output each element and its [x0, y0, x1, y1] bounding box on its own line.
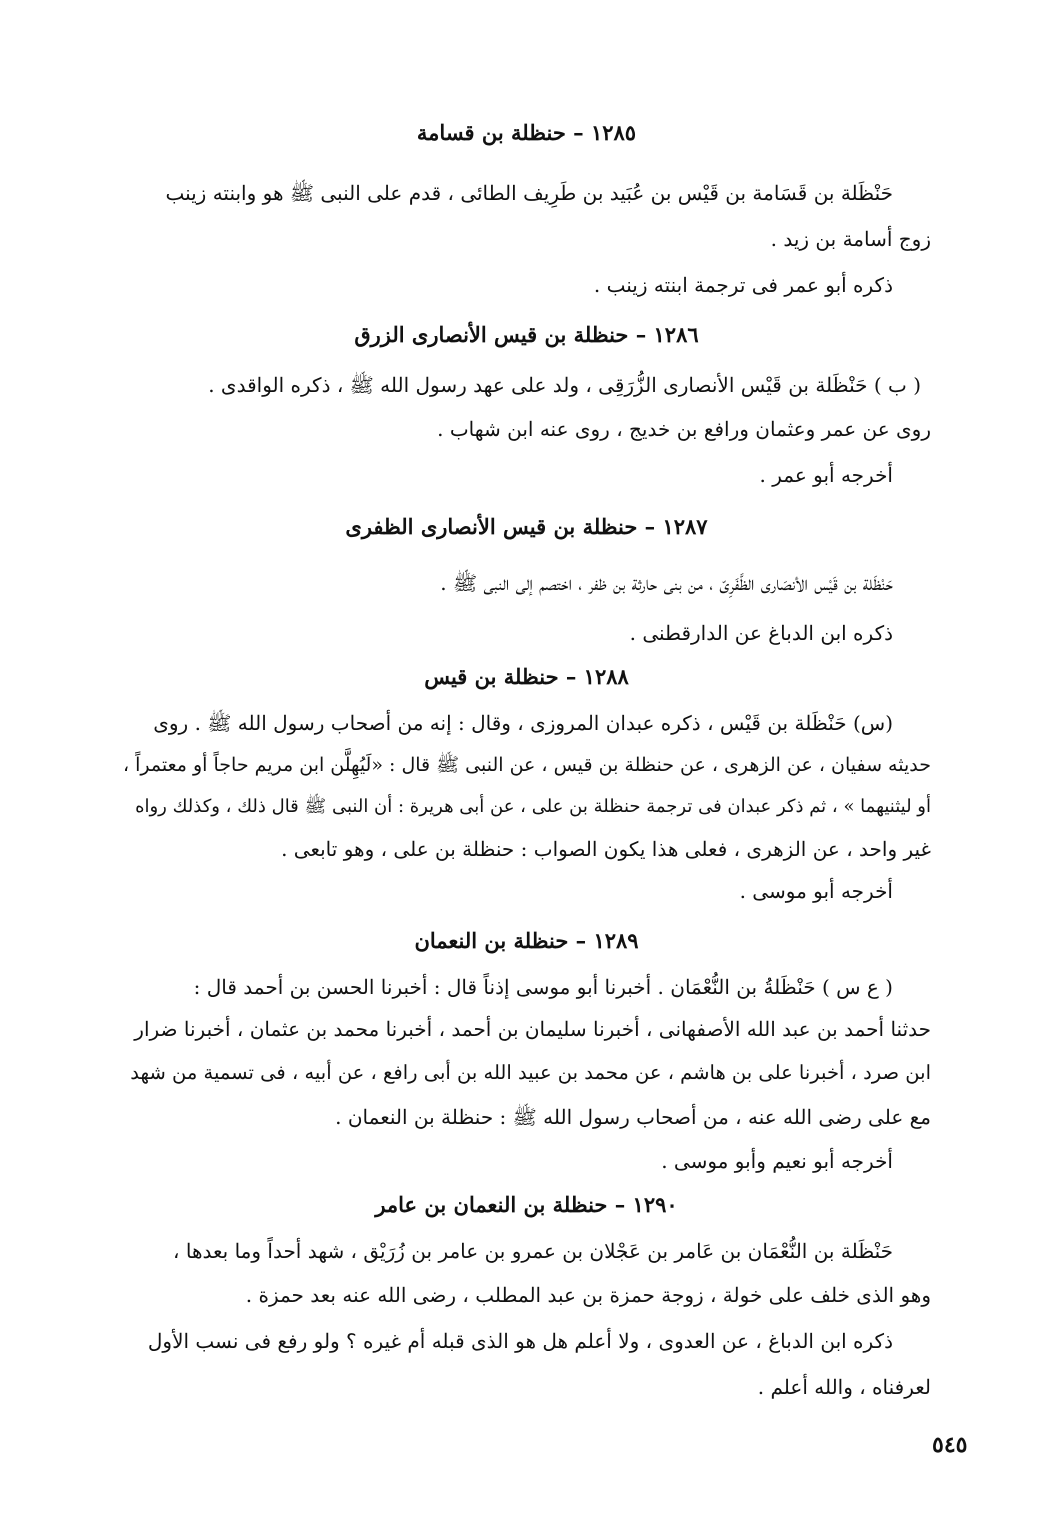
entry-text-line: حديثه سفيان ، عن الزهرى ، عن حنظلة بن قيس ، عن النبى ﷺ قال : «لَيُهِلَّن ابن مريم حاجاً أو معتمراً ، [122, 754, 931, 776]
entry-text-line: غير واحد ، عن الزهرى ، فعلى هذا يكون الصواب : حنظلة بن على ، وهو تابعى . [281, 837, 931, 861]
entry-text-line: ذكره أبو عمر فى ترجمة ابنته زينب . [593, 273, 893, 297]
entry-text-line: حدثنا أحمد بن عبد الله الأصفهانى ، أخبرنا سليمان بن أحمد ، أخبرنا محمد بن عثمان ، أخبرنا ضرار [134, 1017, 931, 1041]
entry-text-line: ذكره ابن الدباغ عن الدارقطنى . [629, 621, 893, 645]
page-number: ٥٤٥ [932, 1432, 968, 1458]
entry-text-line: وهو الذى خلف على خولة ، زوجة حمزة بن عبد المطلب ، رضى الله عنه بعد حمزة . [245, 1283, 931, 1307]
entry-text-line: أخرجه أبو نعيم وأبو موسى . [661, 1149, 893, 1173]
entry-text-line: أخرجه أبو موسى . [739, 879, 893, 903]
entry-text-line: أو ليثنيهما » ، ثم ذكر عبدان فى ترجمة حنظلة بن على ، عن أبى هريرة : أن النبى ﷺ قال ذلك ، وكذلك رواه [135, 796, 931, 817]
entry-text-line: ذكره ابن الدباغ ، عن العدوى ، ولا أعلم هل هو الذى قبله أم غيره ؟ ولو رفع فى نسب الأول [147, 1329, 893, 1353]
entry-text-line: (س) حَنْظَلة بن قَيْس ، ذكره عبدان المروزى ، وقال : إنه من أصحاب رسول الله ﷺ . روى [153, 711, 893, 735]
entry-heading: ١٢٨٦ – حنظلة بن قيس الأنصارى الزرق [354, 322, 699, 347]
entry-heading: ١٢٨٥ – حنظلة بن قسامة [416, 120, 637, 145]
entry-heading: ١٢٨٧ – حنظلة بن قيس الأنصارى الظفرى [345, 514, 708, 539]
entry-text-line: ( ع س ) حَنْظَلةُ بن النُّعْمَان . أخبرنا أبو موسى إذناً قال : أخبرنا الحسن بن أحمد قال : [193, 975, 893, 999]
entry-text-line: حَنْظَلة بن النُّعْمَان بن عَامر بن عَجْلان بن عمرو بن عامر بن زُرَيْق ، شهد أحداً وما بعدها ، [173, 1239, 893, 1263]
entry-text-line: أخرجه أبو عمر . [759, 463, 893, 487]
entry-text-line: مع على رضى الله عنه ، من أصحاب رسول الله ﷺ : حنظلة بن النعمان . [335, 1105, 931, 1129]
entry-text-line: حَنْظَلة بن قَيْس الأنصَارى الظَّفَرِىّ ، من بنى حارثة بن ظفر ، اختصم إلى النبى ﷺ . [440, 571, 893, 595]
entry-heading: ١٢٨٨ – حنظلة بن قيس [424, 664, 629, 689]
entry-text-line: حَنْظَلة بن قَسَامة بن قَيْس بن عُبَيد بن طَرِيف الطائى ، قدم على النبى ﷺ هو وابنته زينب [165, 181, 893, 205]
entry-text-line: ابن صرد ، أخبرنا على بن هاشم ، عن محمد بن عبيد الله بن أبى رافع ، عن أبيه ، فى تسمية من شهد [130, 1061, 931, 1084]
entry-text-line: روى عن عمر وعثمان ورافع بن خديج ، روى عنه ابن شهاب . [437, 417, 931, 441]
entry-heading: ١٢٩٠ – حنظلة بن النعمان بن عامر [375, 1192, 678, 1217]
entry-text-line: لعرفناه ، والله أعلم . [757, 1375, 931, 1399]
entry-heading: ١٢٨٩ – حنظلة بن النعمان [414, 928, 639, 953]
entry-text-line: ( ب ) حَنْظَلة بن قَيْس الأنصارى الزُّرَقِى ، ولد على عهد رسول الله ﷺ ، ذكره الواقدى . [208, 373, 921, 397]
entry-text-line: زوج أسامة بن زيد . [770, 227, 931, 251]
